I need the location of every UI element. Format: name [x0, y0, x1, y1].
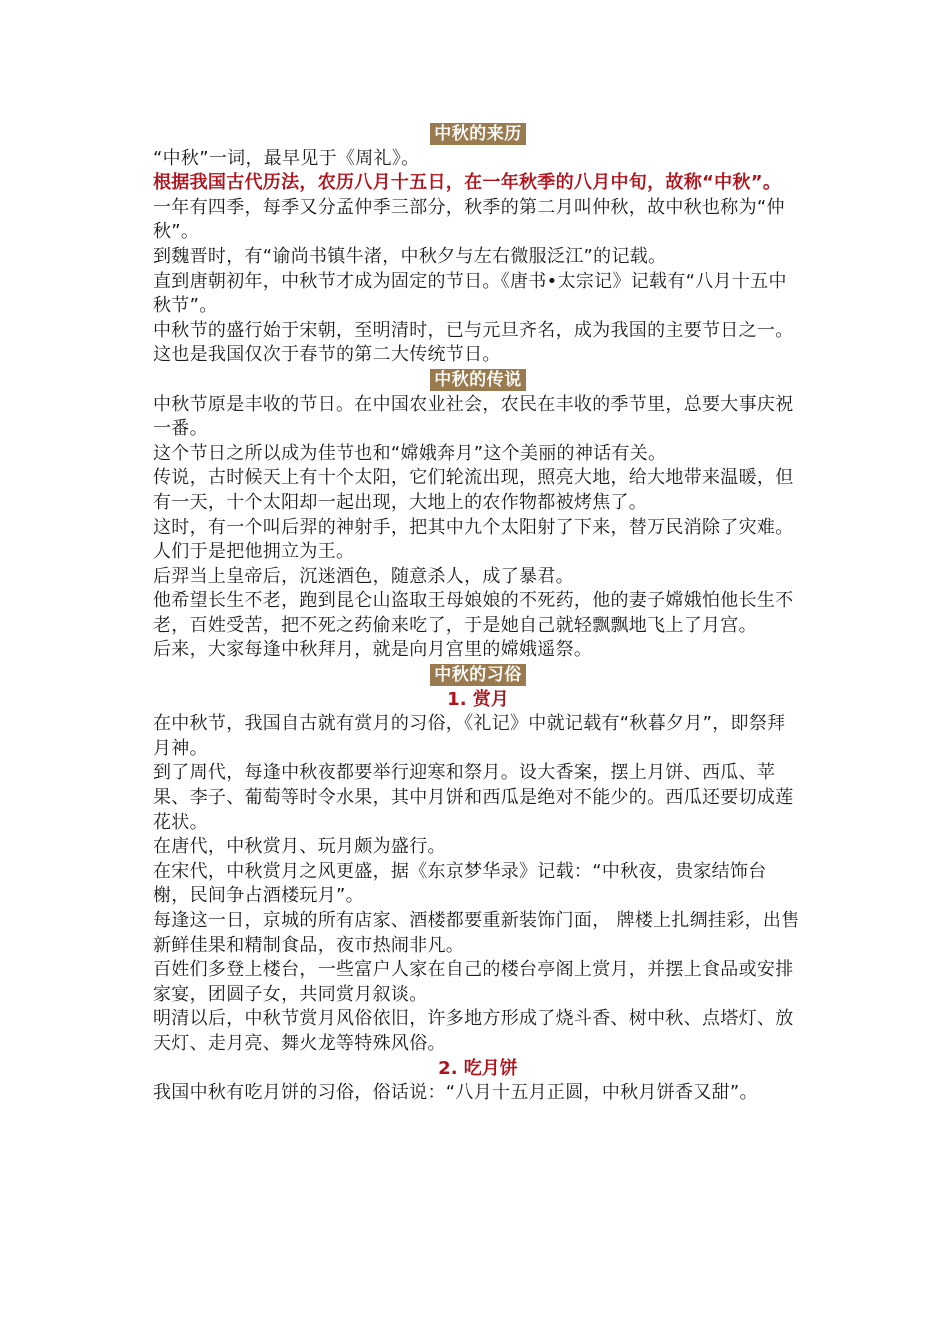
paragraph: 我国中秋有吃月饼的习俗，俗话说：“八月十五月正圆，中秋月饼香又甜”。 — [153, 1082, 758, 1104]
paragraph: “中秋”一词，最早见于《周礼》。 — [153, 147, 420, 169]
section-heading-legend: 中秋的传说 — [153, 368, 803, 393]
paragraph: 每逢这一日，京城的所有店家、酒楼都要重新装饰门面， 牌楼上扎绸挂彩，出售新鲜佳果和精制食品，夜市热闹非凡。 — [153, 910, 800, 956]
paragraph: 明清以后，中秋节赏月风俗依旧，许多地方形成了烧斗香、树中秋、点塔灯、放天灯、走月亮、舞火龙等特殊风俗。 — [153, 1008, 794, 1054]
paragraph: 到了周代，每逢中秋夜都要举行迎寒和祭月。设大香案，摆上月饼、西瓜、苹果、李子、葡萄等时令水果，其中月饼和西瓜是绝对不能少的。西瓜还要切成莲花状。 — [153, 762, 794, 833]
paragraph: 中秋节的盛行始于宋朝，至明清时，已与元旦齐名，成为我国的主要节日之一。 — [153, 319, 794, 341]
paragraph: 后来，大家每逢中秋拜月，就是向月宫里的嫦娥遥祭。 — [153, 639, 593, 661]
paragraph: 直到唐朝初年，中秋节才成为固定的节日。《唐书•太宗记》记载有“八月十五中秋节”。 — [153, 270, 787, 317]
paragraph: 这个节日之所以成为佳节也和“嫦娥奔月”这个美丽的神话有关。 — [153, 442, 667, 464]
paragraph: 后羿当上皇帝后，沉迷酒色，随意杀人，成了暴君。 — [153, 565, 574, 587]
paragraph: 在中秋节，我国自古就有赏月的习俗，《礼记》中就记载有“秋暮夕月”，即祭拜月神。 — [153, 713, 786, 759]
paragraph: 百姓们多登上楼台，一些富户人家在自己的楼台亭阁上赏月，并摆上食品或安排家宴，团圆子女，共同赏月叙谈。 — [153, 959, 794, 1005]
document-page — [153, 122, 803, 1106]
subheading-mooncake: 2. 吃月饼 — [438, 1057, 518, 1079]
paragraph: 中秋节原是丰收的节日。在中国农业社会，农民在丰收的季节里，总要大事庆祝一番。 — [153, 393, 794, 440]
paragraph: 传说，古时候天上有十个太阳，它们轮流出现，照亮大地，给大地带来温暖，但有一天，十个太阳却一起出现，大地上的农作物都被烤焦了。 — [153, 467, 794, 513]
paragraph: 在唐代，中秋赏月、玩月颇为盛行。 — [153, 836, 446, 858]
highlighted-paragraph: 根据我国古代历法，农历八月十五日，在一年秋季的八月中旬，故称“中秋”。 — [153, 172, 782, 194]
section-heading-origin: 中秋的来历 — [153, 122, 803, 147]
paragraph: 一年有四季，每季又分孟仲季三部分，秋季的第二月叫仲秋，故中秋也称为“仲秋”。 — [153, 196, 785, 243]
paragraph: 这时，有一个叫后羿的神射手，把其中九个太阳射了下来，替万民消除了灾难。人们于是把他拥立为王。 — [153, 516, 794, 563]
paragraph: 这也是我国仅次于春节的第二大传统节日。 — [153, 344, 501, 366]
paragraph: 到魏晋时，有“谕尚书镇牛渚，中秋夕与左右微服泛江”的记载。 — [153, 245, 667, 267]
paragraph: 在宋代，中秋赏月之风更盛，据《东京梦华录》记载：“中秋夜，贵家结饰台榭，民间争占酒楼玩月”。 — [153, 860, 767, 907]
section-heading-customs: 中秋的习俗 — [153, 663, 803, 688]
subheading-moon-viewing: 1. 赏月 — [447, 688, 509, 710]
paragraph: 他希望长生不老，跑到昆仑山盗取王母娘娘的不死药，他的妻子嫦娥怕他长生不老，百姓受苦，把不死之药偷来吃了，于是她自己就轻飘飘地飞上了月宫。 — [153, 590, 794, 636]
